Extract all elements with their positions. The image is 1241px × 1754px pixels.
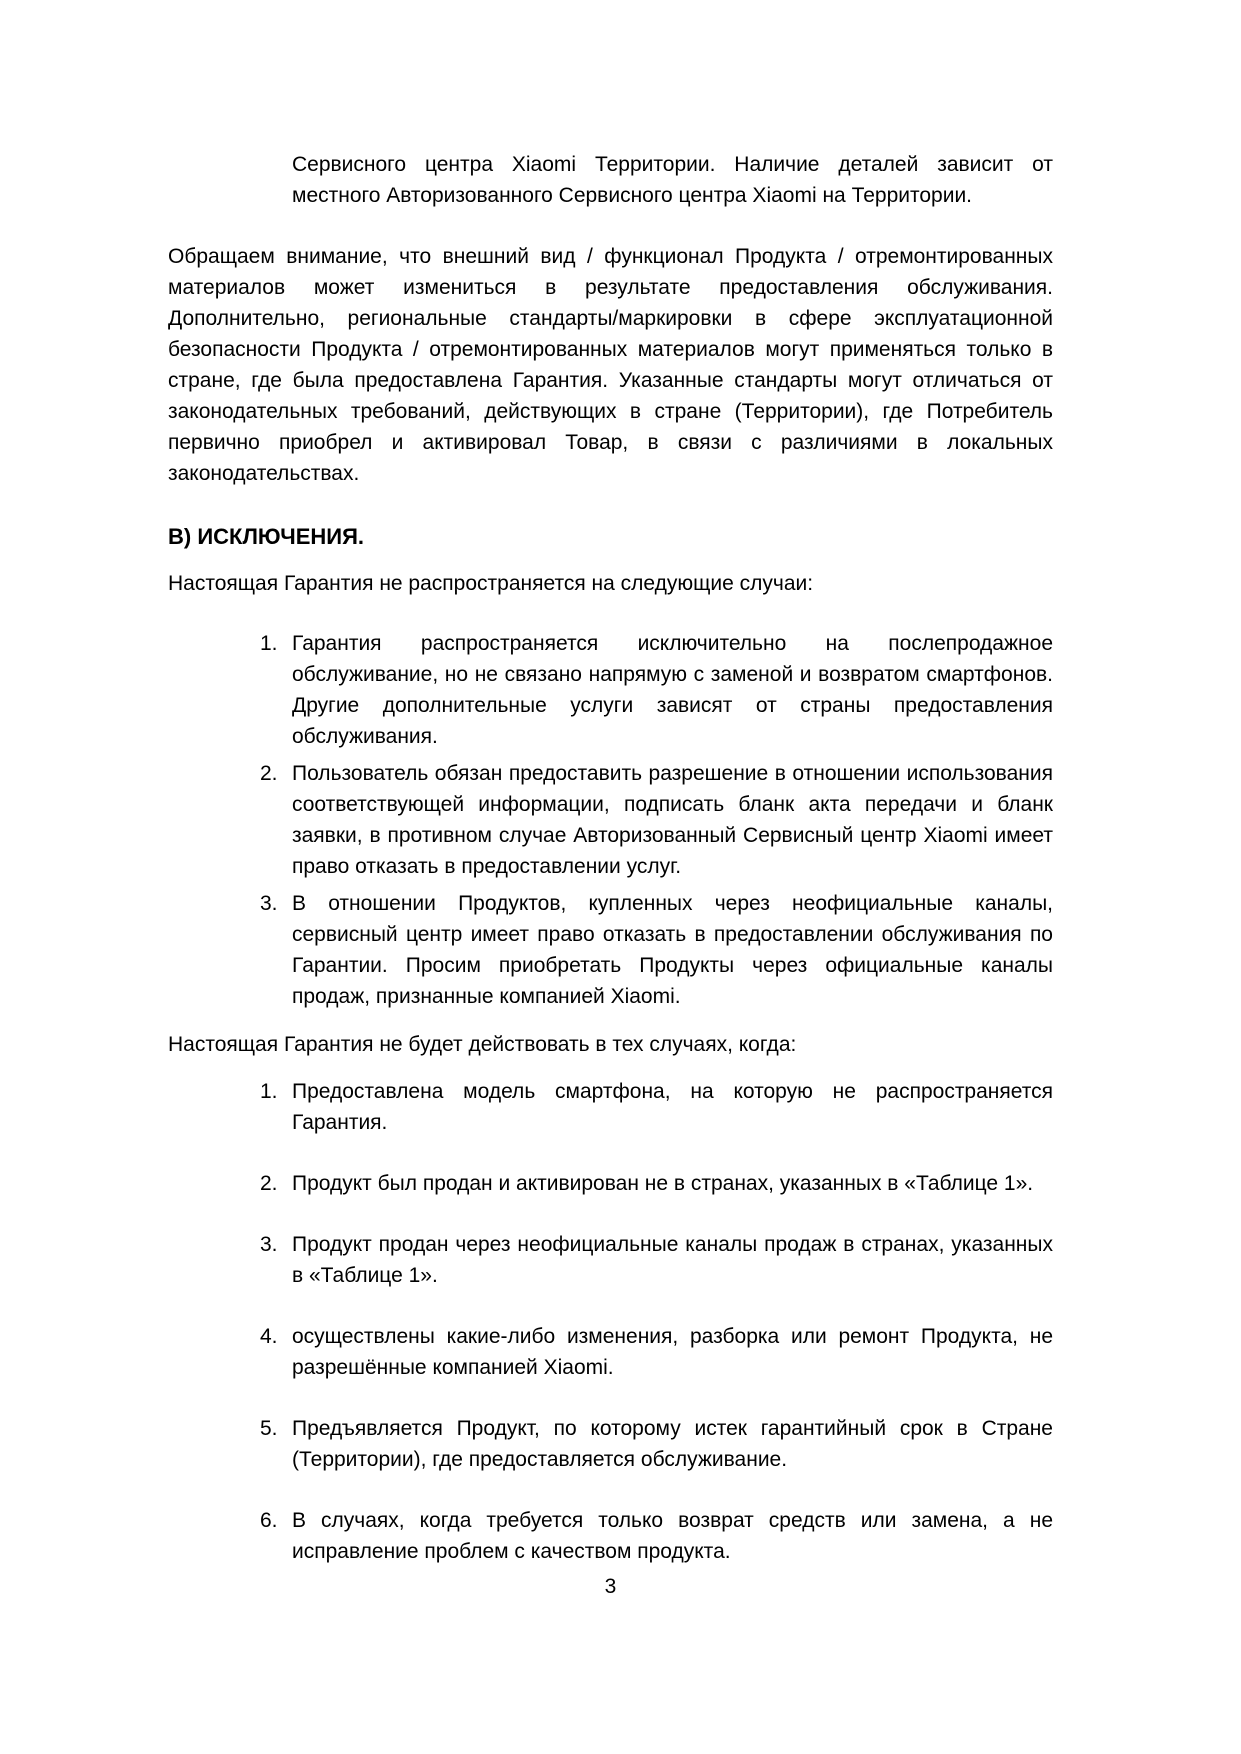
list-item-text: осуществлены какие-либо изменения, разборка или ремонт Продукта, не разрешённые компанией Xiaomi. (292, 1325, 1053, 1379)
section-heading-exclusions: В) ИСКЛЮЧЕНИЯ. (168, 524, 365, 549)
list-item (168, 888, 1053, 1012)
list-item (168, 1229, 1053, 1291)
list-item (168, 1321, 1053, 1383)
list-item-text: Предъявляется Продукт, по которому истек гарантийный срок в Стране (Территории), где предоставляется обслуживание. (292, 1417, 1053, 1471)
list-item-number: 3. (260, 892, 278, 915)
list-item-number: 2. (260, 762, 278, 785)
list-item (168, 1505, 1053, 1567)
list-item-text: Предоставлена модель смартфона, на которую не распространяется Гарантия. (292, 1080, 1053, 1134)
list-item-text: В отношении Продуктов, купленных через неофициальные каналы, сервисный центр имеет право отказать в предоставлении обслуживания по Гарантии. Просим приобретать Продукты через официальные каналы продаж, признанные компанией Xiaomi. (292, 892, 1053, 1008)
list-item-text: В случаях, когда требуется только возврат средств или замена, а не исправление проблем с качеством продукта. (292, 1509, 1053, 1563)
list-item-number: 1. (260, 632, 278, 655)
list-item-number: 3. (260, 1233, 278, 1256)
list-item-text: Продукт продан через неофициальные каналы продаж в странах, указанных в «Таблице 1». (292, 1233, 1053, 1287)
list-item-number: 5. (260, 1417, 278, 1440)
list-item (168, 758, 1053, 882)
page-number: 3 (604, 1575, 617, 1598)
continuation-paragraph: Сервисного центра Xiaomi Территории. Наличие деталей зависит от местного Авторизованного Сервисного центра Xiaomi на Территории. (292, 153, 1053, 207)
list-item (168, 628, 1053, 752)
list-item-number: 1. (260, 1080, 278, 1103)
list-item (168, 1076, 1053, 1138)
exclusions-intro: Настоящая Гарантия не распространяется на следующие случаи: (168, 572, 814, 595)
notice-paragraph: Обращаем внимание, что внешний вид / функционал Продукта / отремонтированных материалов может измениться в результате предоставления обслуживания. Дополнительно, региональные стандарты/маркировки в сфере эксплуатационной безопасности Продукта / отремонтированных материалов могут применяться только в стране, где была предоставлена Гарантия. Указанные стандарты могут отличаться от законодательных требований, действующих в стране (Территории), где Потребитель первично приобрел и активировал Товар, в связи с различиями в локальных законодательствах. (168, 245, 1053, 485)
list-item (168, 1413, 1053, 1475)
list-item-number: 4. (260, 1325, 278, 1348)
list-item-number: 6. (260, 1509, 278, 1532)
list-item-text: Гарантия распространяется исключительно на послепродажное обслуживание, но не связано напрямую с заменой и возвратом смартфонов. Другие дополнительные услуги зависят от страны предоставления обслуживания. (292, 632, 1053, 748)
list-item-number: 2. (260, 1172, 278, 1195)
list-item (168, 1168, 1053, 1199)
list-item-text: Продукт был продан и активирован не в странах, указанных в «Таблице 1». (292, 1172, 1034, 1195)
list-item-text: Пользователь обязан предоставить разрешение в отношении использования соответствующей информации, подписать бланк акта передачи и бланк заявки, в противном случае Авторизованный Сервисный центр Xiaomi имеет право отказать в предоставлении услуг. (292, 762, 1053, 878)
void-list (168, 1076, 1053, 1567)
exclusions-list (168, 628, 1053, 1012)
void-intro: Настоящая Гарантия не будет действовать в тех случаях, когда: (168, 1033, 797, 1056)
